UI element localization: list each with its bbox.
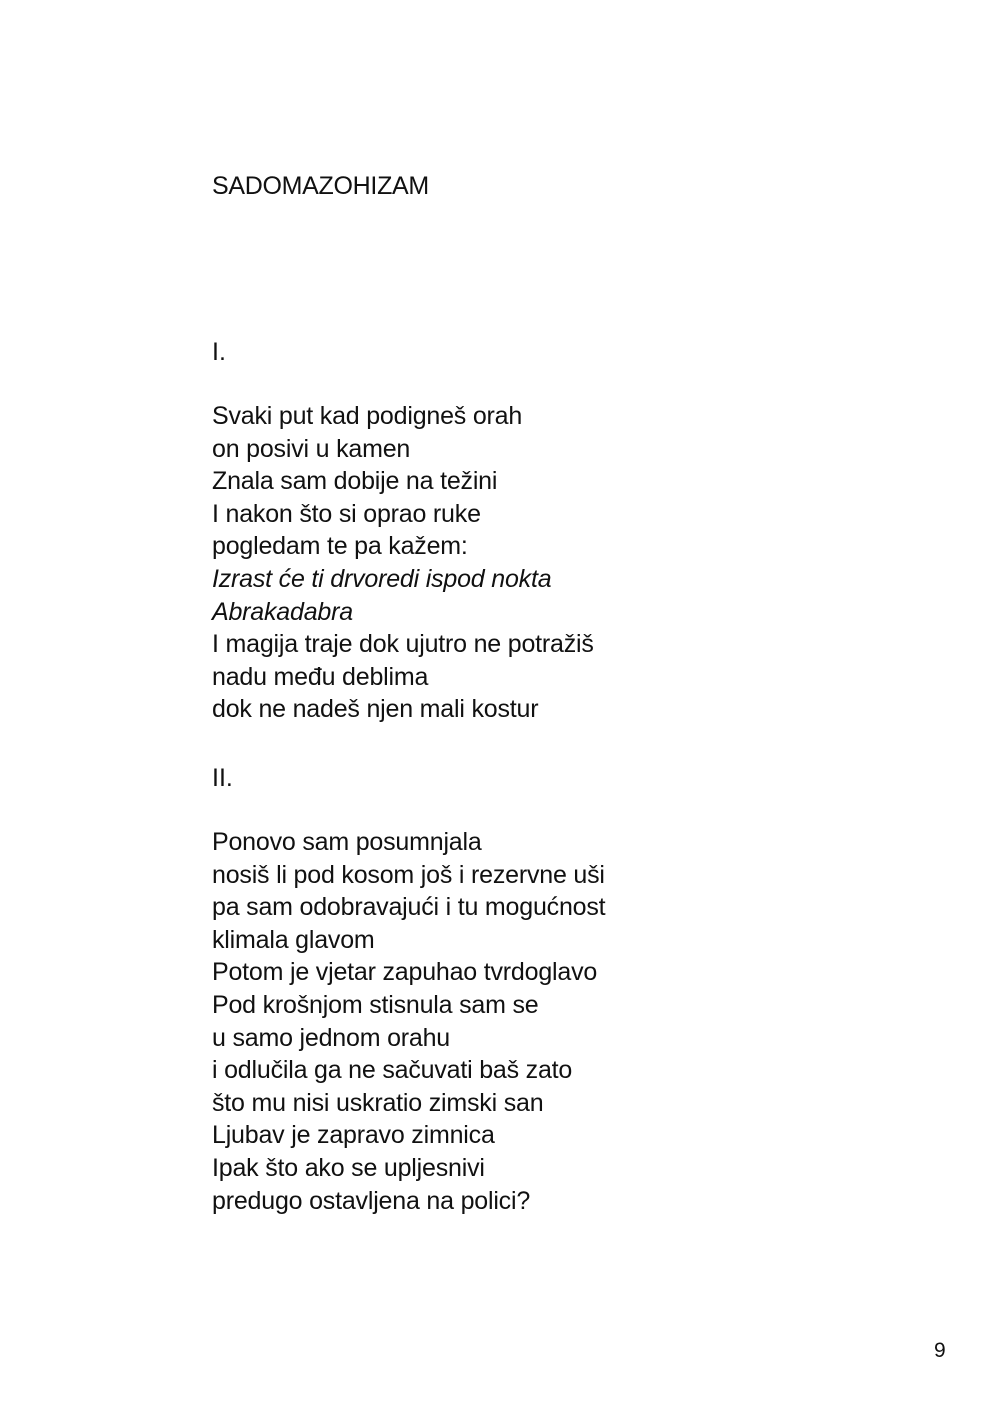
poem-line: nadu među deblima — [212, 662, 429, 691]
stanza-1 — [212, 400, 594, 726]
poem-line: dok ne nadeš njen mali kostur — [212, 695, 539, 724]
poem-line: Ljubav je zapravo zimnica — [212, 1121, 495, 1150]
section-label-1: I. — [212, 338, 226, 366]
poem-line: Pod krošnjom stisnula sam se — [212, 990, 539, 1019]
poem-line: I nakon što si oprao ruke — [212, 499, 481, 528]
poem-title: SADOMAZOHIZAM — [212, 172, 429, 200]
poem-line: što mu nisi uskratio zimski san — [212, 1088, 544, 1117]
poem-line: Ipak što ako se upljesnivi — [212, 1153, 485, 1182]
poem-line: predugo ostavljena na polici? — [212, 1186, 531, 1215]
section-label-2: II. — [212, 764, 233, 792]
page-number: 9 — [934, 1339, 946, 1362]
poem-line-italic: Abrakadabra — [212, 597, 353, 626]
poem-line: Svaki put kad podigneš orah — [212, 402, 523, 430]
poem-line: i odlučila ga ne sačuvati baš zato — [212, 1056, 573, 1085]
poem-line: pogledam te pa kažem: — [212, 532, 468, 561]
stanza-2 — [212, 826, 605, 1217]
poem-line-italic: Izrast će ti drvoredi ispod nokta — [212, 564, 552, 593]
poem-line: Ponovo sam posumnjala — [212, 828, 482, 856]
poem-line: nosiš li pod kosom još i rezervne uši — [212, 860, 605, 889]
poem-line: pa sam odobravajući i tu mogućnost — [212, 893, 606, 922]
poem-line: on posivi u kamen — [212, 434, 411, 463]
poem-line: u samo jednom orahu — [212, 1023, 451, 1052]
poem-line: klimala glavom — [212, 925, 375, 954]
poem-line: I magija traje dok ujutro ne potražiš — [212, 630, 594, 659]
poem-line: Znala sam dobije na težini — [212, 467, 498, 496]
poem-line: Potom je vjetar zapuhao tvrdoglavo — [212, 958, 598, 987]
